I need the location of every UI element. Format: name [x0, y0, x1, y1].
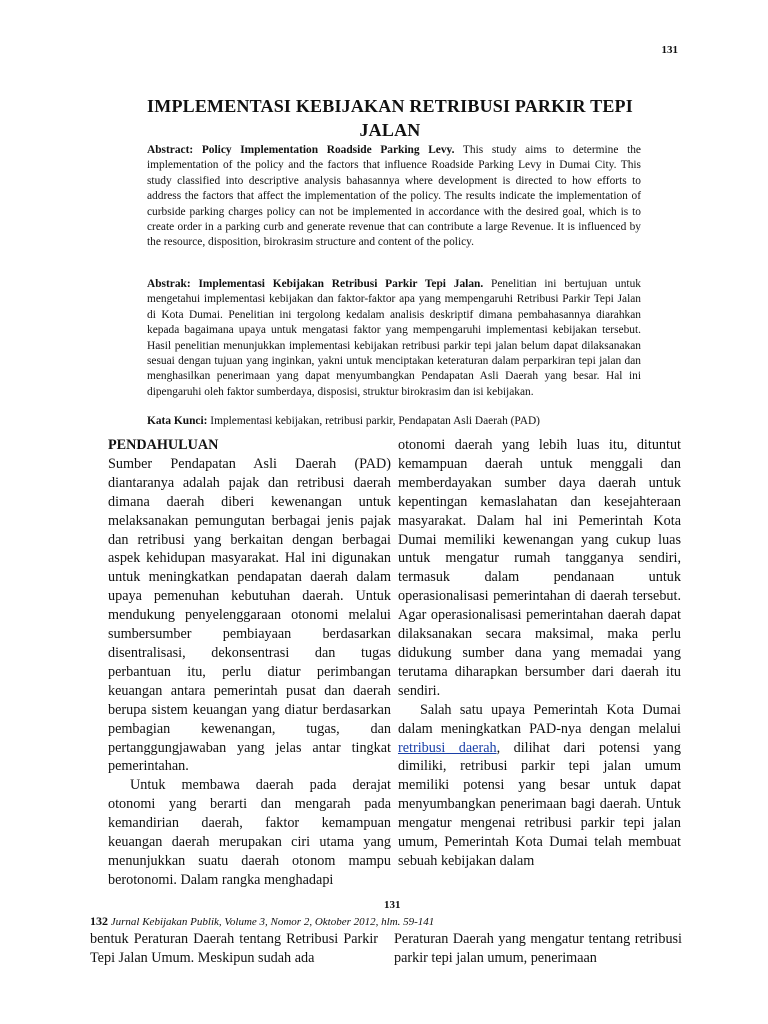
- abstract-indonesian-text: Penelitian ini bertujuan untuk mengetahui implementasi kebijakan dan faktor-faktor apa yang mempengaruhi Retribusi Parkir Tepi Jalan di Kota Dumai. Penelitian ini tergolong kedalam analisis deskriptif dimana pembahasannya diarahkan kepada bagaimana upaya untuk mengatasi faktor yang mempengaruhi implementasi kebijakan tersebut. Hasil penelitian menunjukkan implementasi kebijakan retribusi parkir tepi jalan belum dapat dilaksanakan sesuai dengan tujuan yang inginkan, yakni untuk menciptakan keteraturan dalam perparkiran tepi jalan dan menghasilkan penerimaan yang dapat menyumbangkan Pendapatan Asli Daerah yang besar. Hal ini dipengaruhi oleh faktor sumberdaya, disposisi, struktur birokrasim dan isi kebijakan.: [147, 278, 641, 398]
- left-paragraph-2: Untuk membawa daerah pada derajat otonomi yang berarti dan mengarah pada kemandirian daerah, faktor kemampuan keuangan daerah merupakan ciri utama yang menunjukkan suatu daerah otonom mampu berotonomi. Dalam rangka menghadapi: [108, 777, 391, 888]
- abstract-english-text: This study aims to determine the implementation of the policy and the factors that influence Roadside Parking Levy in Dumai City. This study classified into descriptive analysis bahasannya where development is directed to how efforts to address the factors that affect the implementation of the policy. The results indicate the implementation of curbside parking charges policy can not be implemented in accordance with the desired goal, which is to create order in a parking curb and generate revenue that can contribute a large Revenue. It is influenced by the resource, disposition, birokrasim structure and content of the policy.: [147, 144, 641, 249]
- next-page-right-text: Peraturan Daerah yang mengatur tentang retribusi parkir tepi jalan umum, penerimaan: [394, 931, 682, 966]
- keywords: [147, 415, 647, 427]
- right-paragraph-2: [398, 701, 681, 871]
- journal-footer: [90, 914, 434, 929]
- left-column: [108, 436, 391, 890]
- keywords-text: Implementasi kebijakan, retribusi parkir, Pendapatan Asli Daerah (PAD): [207, 415, 540, 427]
- abstract-indonesian: [147, 277, 641, 400]
- footer-journal-citation: Jurnal Kebijakan Publik, Volume 3, Nomor 2, Oktober 2012, hlm. 59-141: [108, 916, 435, 928]
- right-paragraph-2-end: , dilihat dari potensi yang dimiliki, retribusi parkir tepi jalan umum memiliki potensi yang besar untuk dapat menyumbangkan penerimaan bagi daerah. Untuk mengatur mengenai retribusi parkir tepi jalan umum, Pemerintah Kota Dumai telah membuat sebuah kebijakan dalam: [398, 739, 681, 869]
- abstract-english: [147, 143, 641, 251]
- section-heading: PENDAHULUAN: [108, 437, 219, 453]
- abstract-indonesian-label: Abstrak: Implementasi Kebijakan Retribusi Parkir Tepi Jalan.: [147, 278, 484, 290]
- abstract-english-label: Abstract: Policy Implementation Roadside Parking Levy.: [147, 144, 455, 156]
- footer-page-number: 132: [90, 914, 108, 928]
- keywords-label: Kata Kunci:: [147, 415, 208, 427]
- right-column: [398, 436, 681, 871]
- next-page-left-text: bentuk Peraturan Daerah tentang Retribusi Parkir Tepi Jalan Umum. Meskipun sudah ada: [90, 931, 378, 966]
- right-paragraph-1: otonomi daerah yang lebih luas itu, dituntut kemampuan daerah untuk menggali dan memberdayakan sumber daya daerah untuk kepentingan kemaslahatan dan kesejahteraan masyarakat. Dalam hal ini Pemerintah Kota Dumai memiliki kewenangan yang cukup luas untuk mengatur rumah tangganya sendiri, termasuk dalam pendanaan untuk operasionalisasi pemerintahan di daerah tersebut. Agar operasionalisasi pemerintahan daerah dapat dilaksanakan secara maksimal, maka perlu didukung sumber dana yang memadai yang terutama diharapkan bersumber dari daerah itu sendiri.: [398, 437, 681, 699]
- page-number-bottom: 131: [384, 899, 401, 911]
- paper-title: IMPLEMENTASI KEBIJAKAN RETRIBUSI PARKIR TEPI JALAN: [147, 96, 633, 140]
- right-paragraph-2-start: Salah satu upaya Pemerintah Kota Dumai dalam meningkatkan PAD-nya dengan melalui: [398, 701, 681, 737]
- page-number-top: 131: [661, 44, 678, 56]
- retribusi-daerah-link[interactable]: retribusi daerah: [398, 739, 497, 756]
- left-paragraph-1: Sumber Pendapatan Asli Daerah (PAD) diantaranya adalah pajak dan retribusi daerah dimana daerah diberi kewenangan untuk melaksanakan pemungutan berbagai jenis pajak dan retribusi yang berkaitan dengan berbagai aspek kehidupan masyarakat. Hal ini digunakan untuk meningkatkan pendapatan daerah dalam upaya pemenuhan kebutuhan daerah. Untuk mendukung penyelenggaraan otonomi melalui sumbersumber pembiayaan berdasarkan disentralisasi, dekonsentrasi dan tugas perbantuan itu, perlu diatur perimbangan keuangan antara pemerintah pusat dan daerah berupa sistem keuangan yang diatur berdasarkan pembagian kewenangan, tugas, dan pertanggungjawaban yang jelas antar tingkat pemerintahan.: [108, 455, 391, 775]
